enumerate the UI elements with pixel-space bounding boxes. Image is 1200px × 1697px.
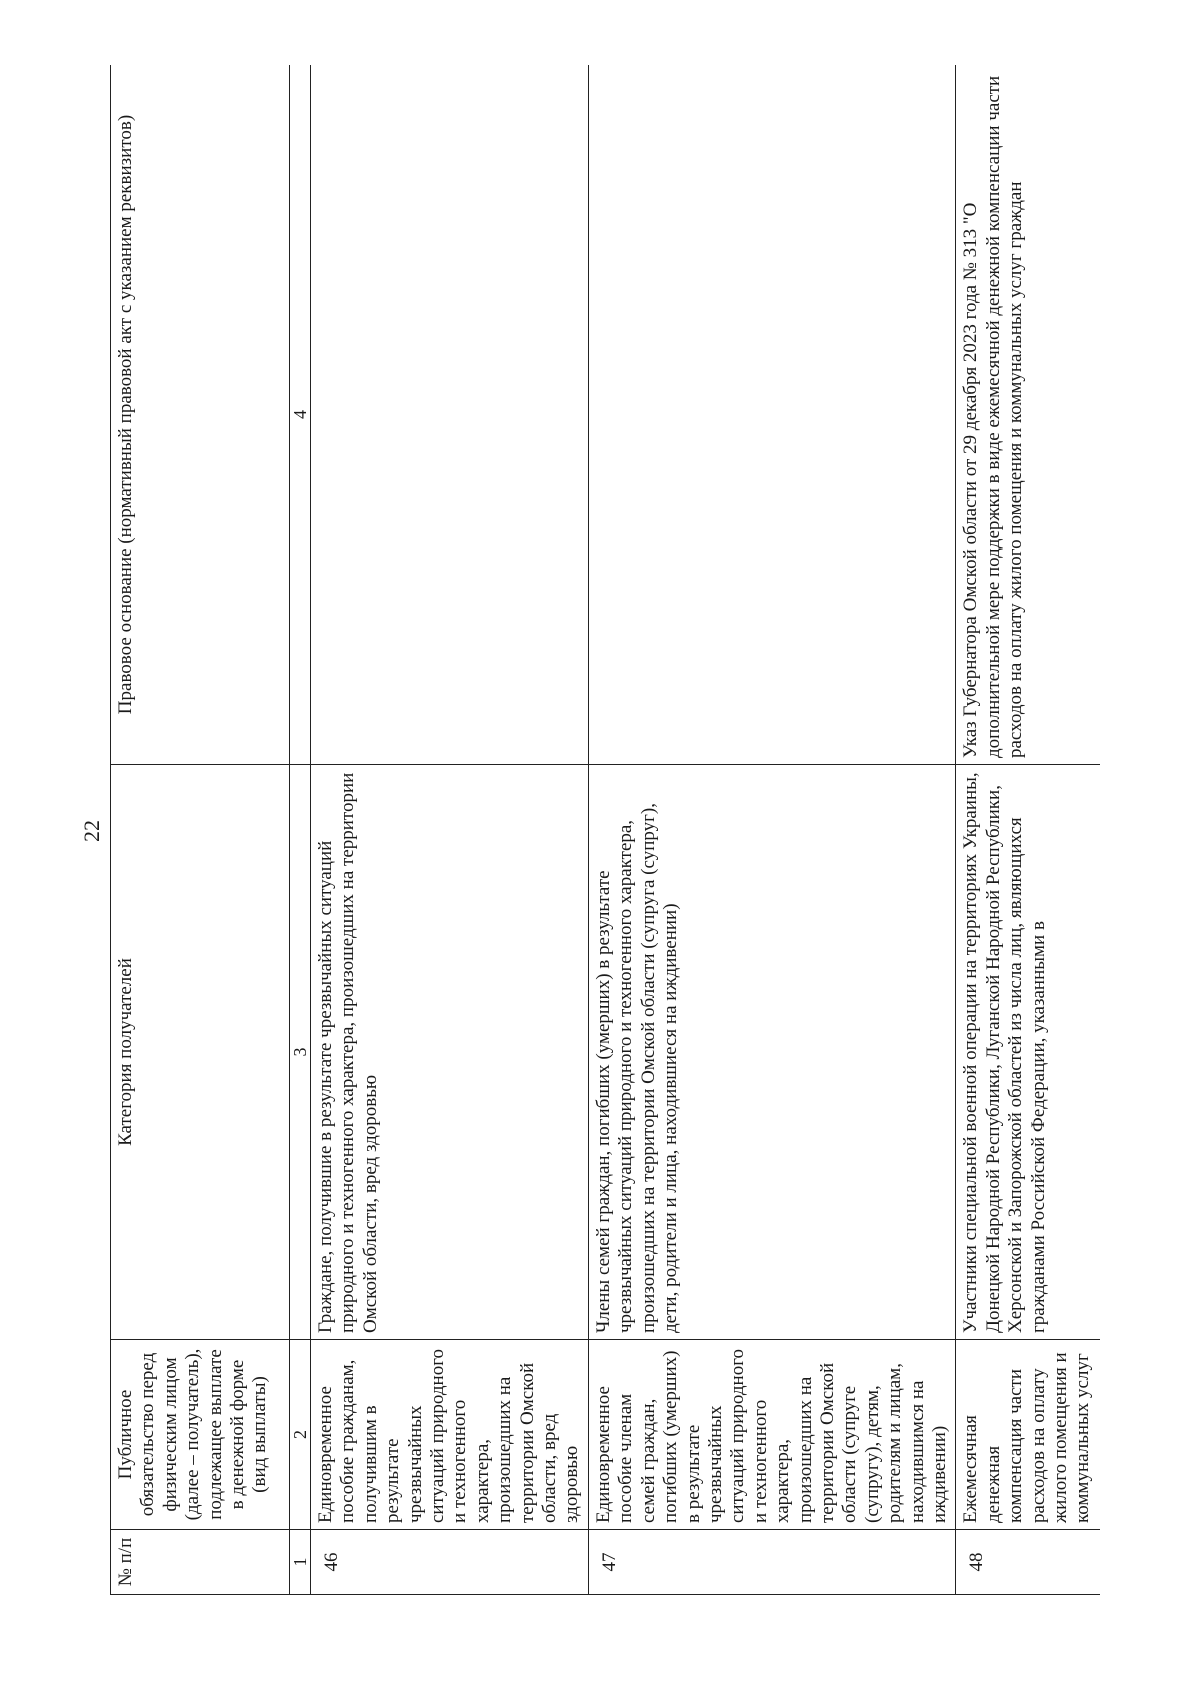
column-number: 2: [290, 1340, 311, 1530]
table-row: [311, 65, 589, 1595]
row-number: 46: [311, 1530, 589, 1595]
column-number: 3: [290, 765, 311, 1340]
column-number: 4: [290, 65, 311, 765]
column-numbers-row: [290, 65, 311, 1595]
row-legal-basis: [311, 65, 589, 765]
header-obligation: Публичное обязательство перед физическим лицом (далее – получатель), подлежащее выплате в денежной форме (вид выплаты): [111, 1340, 290, 1530]
header-number: № п/п: [111, 1530, 290, 1595]
row-category: Граждане, получившие в результате чрезвычайных ситуаций природного и техногенного характера, произошедших на территории Омской области, вред здоровью: [311, 765, 589, 1340]
table-frame: [110, 65, 1100, 1595]
rotated-table-container: [110, 65, 1100, 1595]
row-obligation: Ежемесячная денежная компенсация части расходов на оплату жилого помещения и коммунальных услуг: [956, 1340, 1100, 1530]
page-number: 22: [79, 820, 104, 842]
row-legal-basis: Указ Губернатора Омской области от 29 декабря 2023 года № 313 "О дополнительной мере поддержки в виде ежемесячной денежной компенсации части расходов на оплату жилого помещения и коммунальных услуг граждан: [956, 65, 1100, 765]
header-category: Категория получателей: [111, 765, 290, 1340]
header-legal-basis: Правовое основание (нормативный правовой акт с указанием реквизитов): [111, 65, 290, 765]
row-category: Члены семей граждан, погибших (умерших) в результате чрезвычайных ситуаций природного и техногенного характера, произошедших на территории Омской области (супруга (супруг), дети, родители и лица, находившиеся на иждивении): [588, 765, 956, 1340]
obligations-table: [110, 65, 1100, 1595]
row-number: 48: [956, 1530, 1100, 1595]
row-obligation: Единовременное пособие гражданам, получившим в результате чрезвычайных ситуаций природного и техногенного характера, произошедших на территории Омской области, вред здоровью: [311, 1340, 589, 1530]
table-row: [956, 65, 1100, 1595]
row-number: 47: [588, 1530, 956, 1595]
row-category: Участники специальной военной операции на территориях Украины, Донецкой Народной Республики, Луганской Народной Республики, Херсонской и Запорожской областей из числа лиц, являющихся гражданами Российской Федерации, указанными в: [956, 765, 1100, 1340]
row-legal-basis: [588, 65, 956, 765]
table-header-row: [111, 65, 290, 1595]
column-number: 1: [290, 1530, 311, 1595]
row-obligation: Единовременное пособие членам семей граждан, погибших (умерших) в результате чрезвычайных ситуаций природного и техногенного характера, произошедших на территории Омской области (супруге (супругу), детям, родителям и лицам, находившимся на иждивении): [588, 1340, 956, 1530]
table-row: [588, 65, 956, 1595]
